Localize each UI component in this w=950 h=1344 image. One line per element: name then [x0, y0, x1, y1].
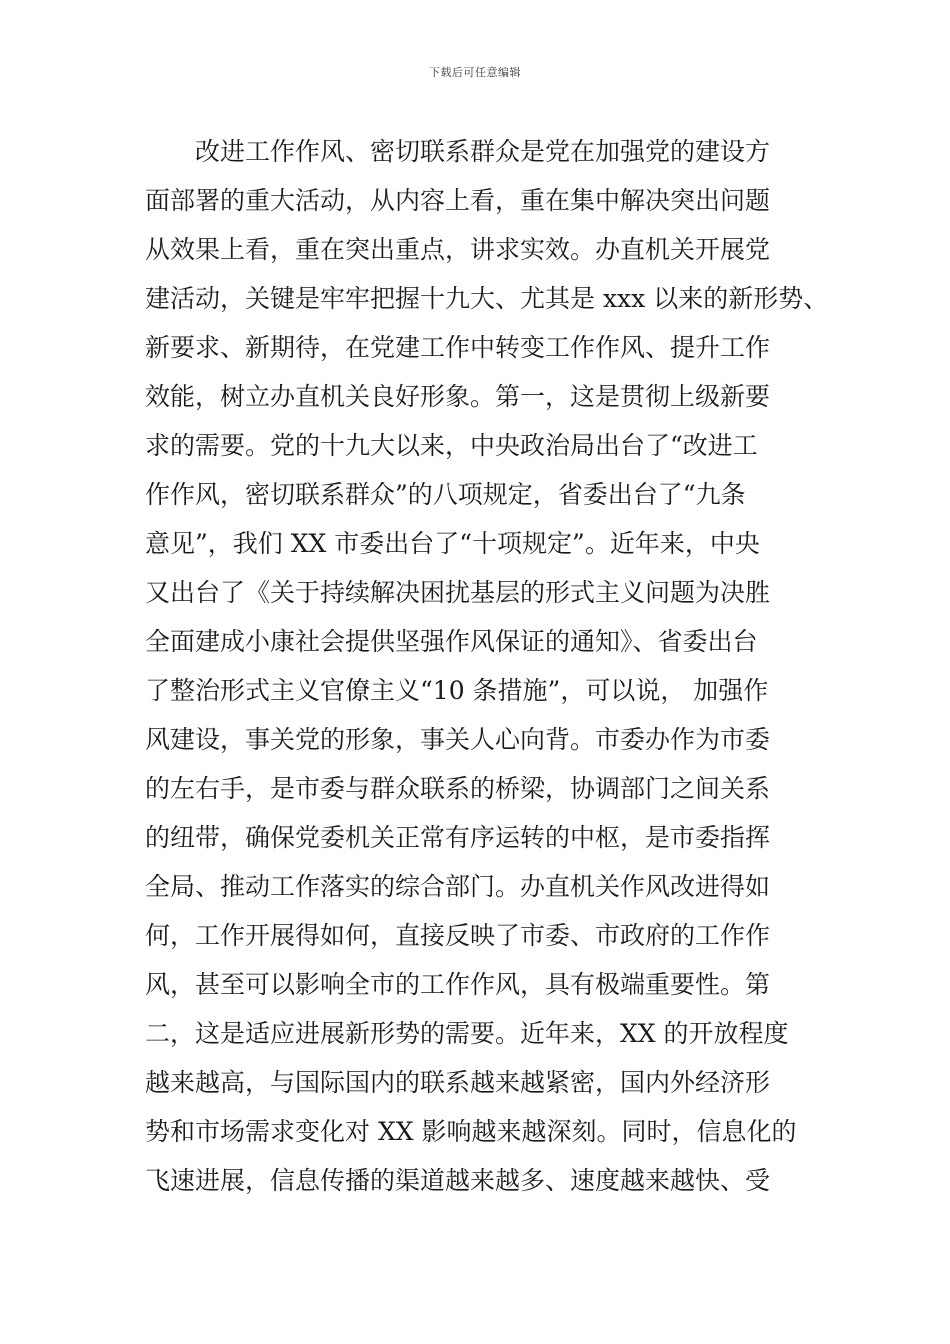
text-line: 二，这是适应进展新形势的需要。近年来，XX 的开放程度	[145, 1019, 789, 1048]
text-line: 面部署的重大活动，从内容上看，重在集中解决突出问题	[145, 186, 771, 215]
text-line: 新要求、新期待，在党建工作中转变工作作风、提升工作	[145, 333, 771, 362]
body-paragraph	[145, 127, 845, 1205]
text-line: 越来越高，与国际国内的联系越来越紧密，国内外经济形	[145, 1068, 771, 1097]
text-line: 风，甚至可以影响全市的工作作风，具有极端重要性。第	[145, 970, 771, 999]
text-line: 效能，树立办直机关良好形象。第一，这是贯彻上级新要	[145, 382, 771, 411]
page-header: 下载后可任意编辑	[429, 66, 521, 79]
text-line: 风建设，事关党的形象，事关人心向背。市委办作为市委	[145, 725, 771, 754]
text-line: 建活动，关键是牢牢把握十九大、尤其是 xxx 以来的新形势、	[145, 284, 829, 313]
text-line: 势和市场需求变化对 XX 影响越来越深刻。同时，信息化的	[145, 1117, 797, 1146]
text-line: 全局、推动工作落实的综合部门。办直机关作风改进得如	[145, 872, 771, 901]
text-line: 意见”，我们 XX 市委出台了“十项规定”。近年来，中央	[145, 529, 760, 558]
text-line: 全面建成小康社会提供坚强作风保证的通知》、省委出台	[145, 627, 758, 656]
text-line: 了整治形式主义官僚主义“10 条措施”，可以说， 加强作	[145, 676, 769, 705]
text-line: 又出台了《关于持续解决困扰基层的形式主义问题为决胜	[145, 578, 771, 607]
text-line: 从效果上看，重在突出重点，讲求实效。办直机关开展党	[145, 235, 771, 264]
text-line: 的纽带，确保党委机关正常有序运转的中枢，是市委指挥	[145, 823, 771, 852]
text-line: 的左右手，是市委与群众联系的桥梁，协调部门之间关系	[145, 774, 771, 803]
text-line: 作作风，密切联系群众”的八项规定，省委出台了“九条	[145, 480, 746, 509]
text-line: 改进工作作风、密切联系群众是党在加强党的建设方	[145, 137, 771, 166]
text-line: 求的需要。党的十九大以来，中央政治局出台了“改进工	[145, 431, 758, 460]
text-line: 飞速进展，信息传播的渠道越来越多、速度越来越快、受	[145, 1166, 771, 1195]
text-line: 何，工作开展得如何，直接反映了市委、市政府的工作作	[145, 921, 771, 950]
